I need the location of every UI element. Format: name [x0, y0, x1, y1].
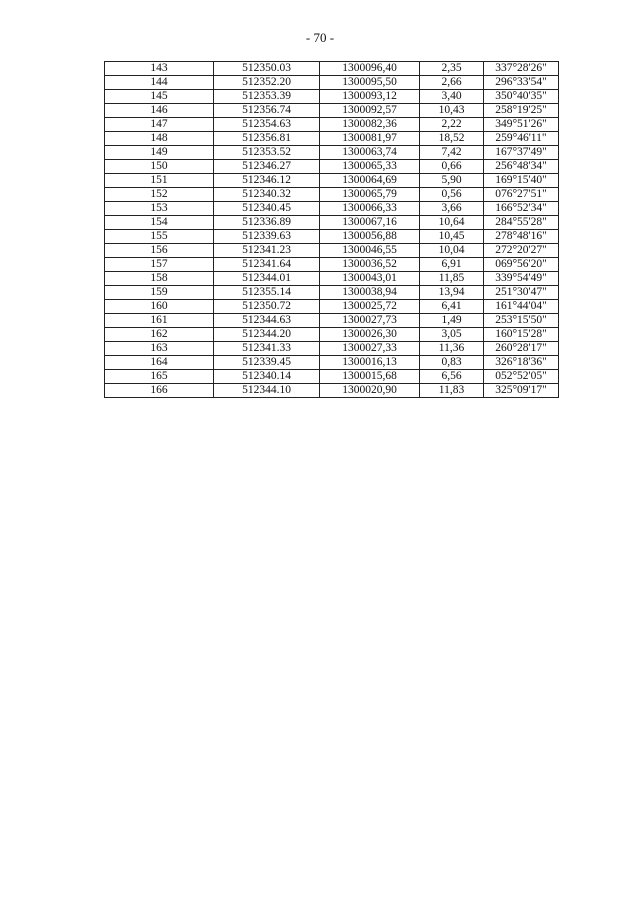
point-number-cell: 146: [105, 104, 214, 118]
distance-cell: 10,43: [420, 104, 484, 118]
bearing-cell: 260°28'17": [484, 342, 559, 356]
x-coordinate-cell: 512341.64: [214, 258, 320, 272]
distance-cell: 11,85: [420, 272, 484, 286]
table-row: [105, 90, 559, 104]
y-coordinate-cell: 1300095,50: [320, 76, 420, 90]
x-coordinate-cell: 512353.39: [214, 90, 320, 104]
bearing-cell: 253°15'50": [484, 314, 559, 328]
point-number-cell: 162: [105, 328, 214, 342]
y-coordinate-cell: 1300056,88: [320, 230, 420, 244]
table-row: [105, 146, 559, 160]
table-row: [105, 216, 559, 230]
bearing-cell: 251°30'47": [484, 286, 559, 300]
point-number-cell: 154: [105, 216, 214, 230]
distance-cell: 2,35: [420, 62, 484, 76]
y-coordinate-cell: 1300038,94: [320, 286, 420, 300]
bearing-cell: 166°52'34": [484, 202, 559, 216]
point-number-cell: 163: [105, 342, 214, 356]
table-row: [105, 202, 559, 216]
table-row: [105, 328, 559, 342]
distance-cell: 3,66: [420, 202, 484, 216]
point-number-cell: 148: [105, 132, 214, 146]
x-coordinate-cell: 512341.23: [214, 244, 320, 258]
x-coordinate-cell: 512344.20: [214, 328, 320, 342]
table-row: [105, 272, 559, 286]
distance-cell: 0,83: [420, 356, 484, 370]
x-coordinate-cell: 512341.33: [214, 342, 320, 356]
bearing-cell: 296°33'54": [484, 76, 559, 90]
page-number: - 70 -: [305, 30, 335, 45]
table-row: [105, 342, 559, 356]
x-coordinate-cell: 512340.45: [214, 202, 320, 216]
distance-cell: 18,52: [420, 132, 484, 146]
point-number-cell: 149: [105, 146, 214, 160]
y-coordinate-cell: 1300065,33: [320, 160, 420, 174]
table-row: [105, 356, 559, 370]
point-number-cell: 164: [105, 356, 214, 370]
y-coordinate-cell: 1300026,30: [320, 328, 420, 342]
table-row: [105, 132, 559, 146]
table-row: [105, 230, 559, 244]
point-number-cell: 150: [105, 160, 214, 174]
bearing-cell: 258°19'25": [484, 104, 559, 118]
x-coordinate-cell: 512356.74: [214, 104, 320, 118]
distance-cell: 11,36: [420, 342, 484, 356]
x-coordinate-cell: 512346.12: [214, 174, 320, 188]
point-number-cell: 145: [105, 90, 214, 104]
table-row: [105, 76, 559, 90]
x-coordinate-cell: 512340.14: [214, 370, 320, 384]
distance-cell: 10,45: [420, 230, 484, 244]
bearing-cell: 169°15'40": [484, 174, 559, 188]
table-row: [105, 104, 559, 118]
bearing-cell: 069°56'20": [484, 258, 559, 272]
y-coordinate-cell: 1300015,68: [320, 370, 420, 384]
point-number-cell: 152: [105, 188, 214, 202]
x-coordinate-cell: 512344.63: [214, 314, 320, 328]
point-number-cell: 156: [105, 244, 214, 258]
distance-cell: 0,66: [420, 160, 484, 174]
bearing-cell: 278°48'16": [484, 230, 559, 244]
bearing-cell: 167°37'49": [484, 146, 559, 160]
y-coordinate-cell: 1300092,57: [320, 104, 420, 118]
bearing-cell: 284°55'28": [484, 216, 559, 230]
point-number-cell: 157: [105, 258, 214, 272]
point-number-cell: 155: [105, 230, 214, 244]
distance-cell: 6,41: [420, 300, 484, 314]
distance-cell: 13,94: [420, 286, 484, 300]
table-row: [105, 286, 559, 300]
x-coordinate-cell: 512344.10: [214, 384, 320, 398]
y-coordinate-cell: 1300016,13: [320, 356, 420, 370]
y-coordinate-cell: 1300043,01: [320, 272, 420, 286]
y-coordinate-cell: 1300096,40: [320, 62, 420, 76]
table-row: [105, 188, 559, 202]
point-number-cell: 143: [105, 62, 214, 76]
y-coordinate-cell: 1300082,36: [320, 118, 420, 132]
bearing-cell: 337°28'26": [484, 62, 559, 76]
x-coordinate-cell: 512344.01: [214, 272, 320, 286]
point-number-cell: 161: [105, 314, 214, 328]
x-coordinate-cell: 512340.32: [214, 188, 320, 202]
y-coordinate-cell: 1300027,33: [320, 342, 420, 356]
distance-cell: 6,56: [420, 370, 484, 384]
point-number-cell: 166: [105, 384, 214, 398]
y-coordinate-cell: 1300063,74: [320, 146, 420, 160]
bearing-cell: 161°44'04": [484, 300, 559, 314]
y-coordinate-cell: 1300025,72: [320, 300, 420, 314]
y-coordinate-cell: 1300065,79: [320, 188, 420, 202]
distance-cell: 6,91: [420, 258, 484, 272]
bearing-cell: 325°09'17": [484, 384, 559, 398]
point-number-cell: 159: [105, 286, 214, 300]
y-coordinate-cell: 1300093,12: [320, 90, 420, 104]
point-number-cell: 147: [105, 118, 214, 132]
distance-cell: 7,42: [420, 146, 484, 160]
table-row: [105, 258, 559, 272]
table-row: [105, 244, 559, 258]
bearing-cell: 272°20'27": [484, 244, 559, 258]
bearing-cell: 160°15'28": [484, 328, 559, 342]
y-coordinate-cell: 1300064,69: [320, 174, 420, 188]
x-coordinate-cell: 512352.20: [214, 76, 320, 90]
distance-cell: 2,22: [420, 118, 484, 132]
y-coordinate-cell: 1300067,16: [320, 216, 420, 230]
point-number-cell: 151: [105, 174, 214, 188]
distance-cell: 0,56: [420, 188, 484, 202]
distance-cell: 10,04: [420, 244, 484, 258]
x-coordinate-cell: 512355.14: [214, 286, 320, 300]
table-row: [105, 118, 559, 132]
table-row: [105, 314, 559, 328]
x-coordinate-cell: 512356.81: [214, 132, 320, 146]
x-coordinate-cell: 512354.63: [214, 118, 320, 132]
point-number-cell: 160: [105, 300, 214, 314]
y-coordinate-cell: 1300036,52: [320, 258, 420, 272]
bearing-cell: 076°27'51": [484, 188, 559, 202]
distance-cell: 1,49: [420, 314, 484, 328]
bearing-cell: 349°51'26": [484, 118, 559, 132]
x-coordinate-cell: 512339.63: [214, 230, 320, 244]
x-coordinate-cell: 512353.52: [214, 146, 320, 160]
y-coordinate-cell: 1300027,73: [320, 314, 420, 328]
bearing-cell: 256°48'34": [484, 160, 559, 174]
point-number-cell: 153: [105, 202, 214, 216]
distance-cell: 2,66: [420, 76, 484, 90]
table-row: [105, 160, 559, 174]
y-coordinate-cell: 1300066,33: [320, 202, 420, 216]
distance-cell: 10,64: [420, 216, 484, 230]
table-row: [105, 62, 559, 76]
point-number-cell: 158: [105, 272, 214, 286]
y-coordinate-cell: 1300020,90: [320, 384, 420, 398]
table-row: [105, 384, 559, 398]
x-coordinate-cell: 512339.45: [214, 356, 320, 370]
x-coordinate-cell: 512350.72: [214, 300, 320, 314]
x-coordinate-cell: 512346.27: [214, 160, 320, 174]
distance-cell: 5,90: [420, 174, 484, 188]
y-coordinate-cell: 1300081,97: [320, 132, 420, 146]
bearing-cell: 350°40'35": [484, 90, 559, 104]
table-row: [105, 174, 559, 188]
point-number-cell: 144: [105, 76, 214, 90]
coordinates-table-body: [105, 62, 559, 398]
distance-cell: 3,05: [420, 328, 484, 342]
bearing-cell: 339°54'49": [484, 272, 559, 286]
bearing-cell: 326°18'36": [484, 356, 559, 370]
table-row: [105, 300, 559, 314]
x-coordinate-cell: 512350.03: [214, 62, 320, 76]
table-row: [105, 370, 559, 384]
coordinates-table: [104, 61, 559, 398]
distance-cell: 11,83: [420, 384, 484, 398]
y-coordinate-cell: 1300046,55: [320, 244, 420, 258]
point-number-cell: 165: [105, 370, 214, 384]
bearing-cell: 259°46'11": [484, 132, 559, 146]
bearing-cell: 052°52'05": [484, 370, 559, 384]
x-coordinate-cell: 512336.89: [214, 216, 320, 230]
distance-cell: 3,40: [420, 90, 484, 104]
